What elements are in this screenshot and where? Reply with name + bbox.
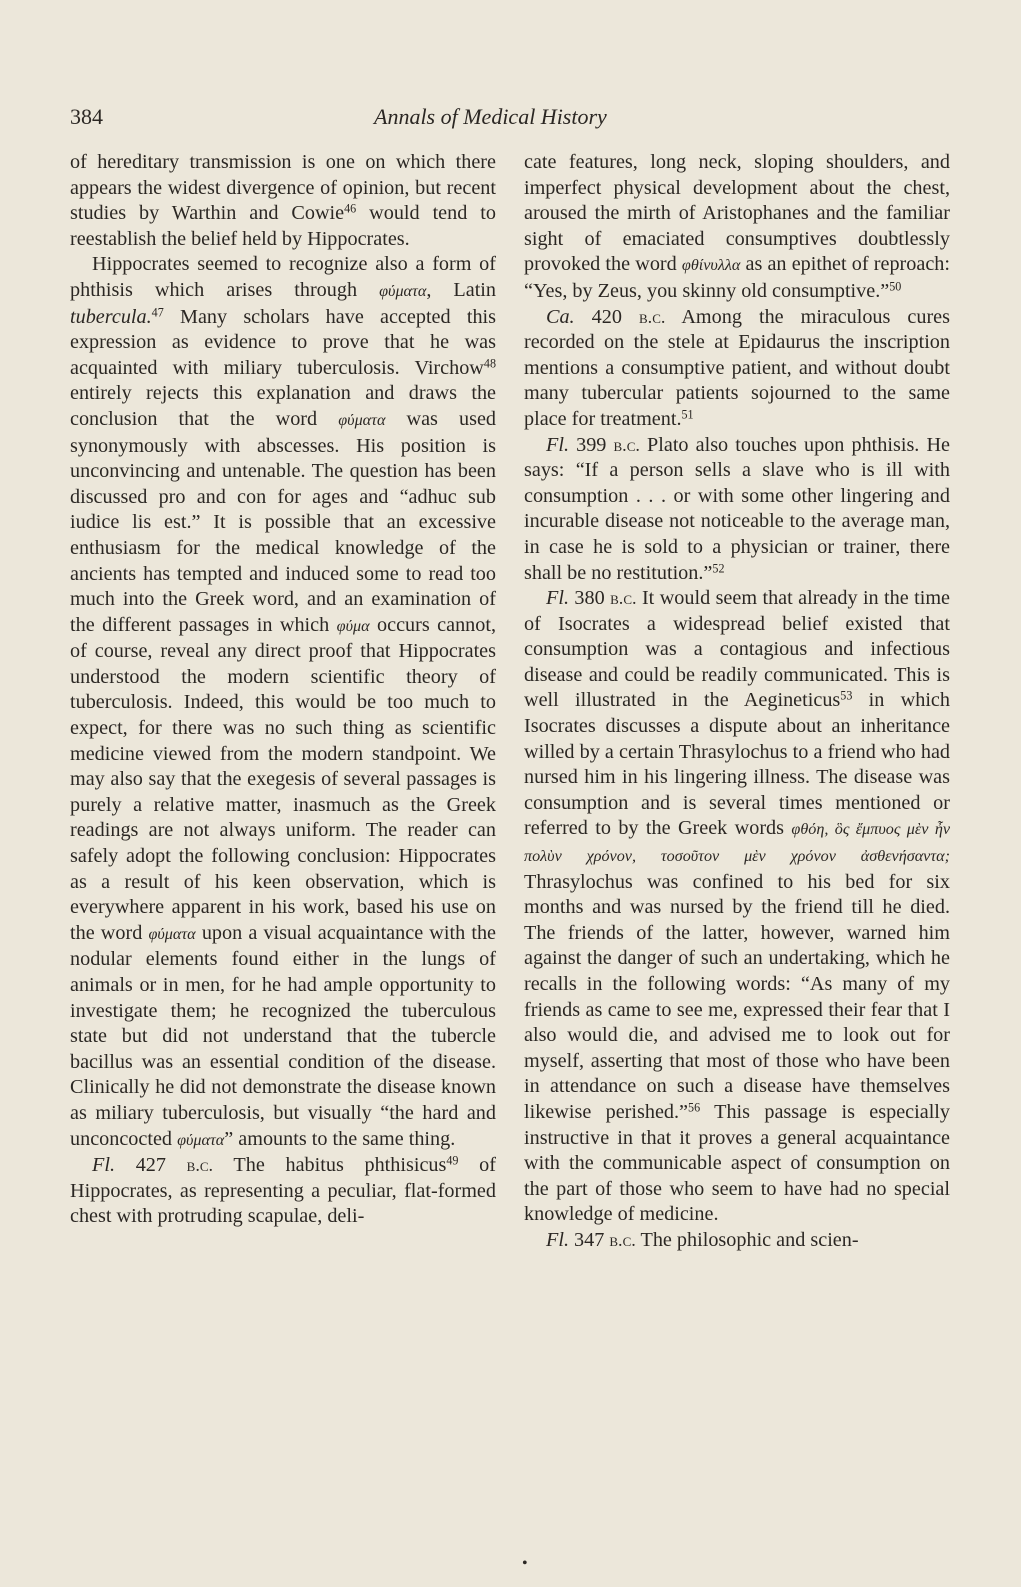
greek-word: φύματα: [379, 282, 427, 300]
paragraph: cate features, long neck, sloping shoulders, and imperfect physical development about the chest, aroused the mirth of Aristophanes and the familiar sight of emaciated consumptives doubtlessly provoked the word φθίνυλλα as an epithet of reproach: “Yes, by Zeus, you skinny old consumptive.”$^{50}$: [524, 151, 950, 302]
right-column: [524, 150, 950, 1254]
footnote-ref: 51: [681, 407, 694, 422]
date-prefix: Fl.: [546, 1228, 569, 1251]
footnote-ref: 56: [688, 1100, 701, 1115]
paragraph: Ca. 420 b.c. Among the miraculous cures recorded on the stele at Epidaurus the inscription mentions a consumptive patient, and without doubt many tubercular patients sojourned to the same place for treatment.$^{51}$: [524, 305, 951, 430]
date-prefix: Fl.: [546, 433, 569, 456]
era-abbrev: b.c.: [186, 1155, 214, 1176]
date-prefix: Ca.: [546, 305, 575, 328]
greek-phrase: φθόη, ὃς ἔμπυος μὲν ἦν πολὺν χρόνον, τοσοῦτον μὲν χρόνον ἀσθενήσαντα;: [524, 821, 951, 866]
latin-term: tubercula.: [70, 305, 152, 328]
paragraph: Hippocrates seemed to recognize also a form of phthisis which arises through φύματα, Latin tubercula.$^{47}$ Many scholars have accepted this expression as evidence to prove that he was acquainted with miliary tuberculosis. Virchow$^{48}$ entirely rejects this explanation and draws the conclusion that the word φύματα was used synonymously with abscesses. His position is unconvincing and untenable. The question has been discussed pro and con for ages and “adhuc sub iudice lis est.” It is possible that an excessive enthusiasm for the medical knowledge of the ancients has tempted and induced some to read too much into the Greek word, and an examination of the different passages in which φύμα occurs cannot, of course, reveal any direct proof that Hippocrates understood the modern scientific theory of tuberculosis. Indeed, this would be too much to expect, for there was no such thing as scientific medicine viewed from the modern standpoint. We may also say that the exegesis of several passages is purely a relative matter, inasmuch as the Greek readings are not always uniform. The reader can safely adopt the following conclusion: Hippocrates as a result of his keen observation, which is everywhere apparent in his work, based his use on the word φύματα upon a visual acquaintance with the nodular elements found either in the lungs of animals or in men, for he had ample opportunity to investigate them; he recognized the tuberculous state but did not understand that the tubercle bacillus was an essential condition of the disease. Clinically he did not demonstrate the disease known as miliary tuberculosis, but visually “the hard and unconcocted φύματα” amounts to the same thing.: [70, 253, 497, 1150]
footnote-ref: 48: [483, 356, 496, 371]
running-title: Annals of Medical History: [374, 104, 607, 129]
page-number: 384: [70, 104, 103, 129]
era-abbrev: b.c.: [609, 1229, 636, 1250]
footnote-ref: 50: [889, 279, 902, 294]
footer-mark: •: [522, 1555, 528, 1572]
era-abbrev: b.c.: [638, 306, 666, 327]
date-prefix: Fl.: [92, 1154, 115, 1177]
paragraph: Fl. 380 b.c. It would seem that already in the time of Isocrates a widespread belief existed that consumption was a contagious and infectious disease and could be readily communicated. This is well illustrated in the Aegineticus$^{53}$ in which Isocrates discusses a dispute about an inheritance willed by a certain Thrasylochus to a friend who had nursed him in his lingering illness. The disease was consumption and is several times mentioned or referred to by the Greek words φθόη, ὃς ἔμπυος μὲν ἦν πολὺν χρόνον, τοσοῦτον μὲν χρόνον ἀσθενήσαντα; Thrasylochus was confined to his bed for six months and was nursed by the friend till he died. The friends of the latter, however, warned him against the danger of such an undertaking, which he recalls in the following words: “As many of my friends as came to see me, expressed their fear that I also would die, and advised me to look out for myself, asserting that most of those who have been in attendance on such a disease have themselves likewise perished.”$^{56}$ This passage is especially instructive in that it proves a general acquaintance with the communicable aspect of consumption on the part of those who seem to have had no special knowledge of medicine.: [524, 587, 951, 1226]
greek-word: φθίνυλλα: [681, 257, 741, 275]
greek-word: φύμα: [336, 617, 370, 635]
footnote-ref: 49: [446, 1153, 459, 1168]
date-prefix: Fl.: [546, 587, 569, 610]
paragraph: Fl. 427 b.c. The habitus phthisicus$^{49}$ of Hippocrates, as representing a peculiar, flat-formed chest with protruding scapulae, deli-: [70, 1153, 496, 1228]
era-abbrev: b.c.: [613, 434, 640, 455]
greek-word: φύματα: [177, 1131, 225, 1149]
greek-word: φύματα: [338, 411, 386, 429]
footnote-ref: 46: [344, 201, 357, 216]
era-abbrev: b.c.: [610, 588, 637, 609]
page-header: [70, 104, 946, 138]
paragraph: of hereditary transmission is one on which there appears the widest divergence of opinion, but recent studies by Warthin and Cowie$^{46}$ would tend to reestablish the belief held by Hippocrates.: [70, 151, 496, 250]
left-column: [70, 150, 496, 1230]
paragraph: Fl. 347 b.c. The philosophic and scien-: [546, 1228, 859, 1251]
footnote-ref: 52: [712, 560, 725, 575]
footnote-ref: 53: [840, 688, 853, 703]
paragraph: Fl. 399 b.c. Plato also touches upon phthisis. He says: “If a person sells a slave who is ill with consumption . . . or with some other lingering and incurable disease not noticeable to the average man, in case he is sold to a physician or trainer, there shall be no restitution.”$^{52}$: [524, 433, 950, 584]
greek-word: φύματα: [148, 925, 196, 943]
footnote-ref: 47: [151, 304, 164, 319]
